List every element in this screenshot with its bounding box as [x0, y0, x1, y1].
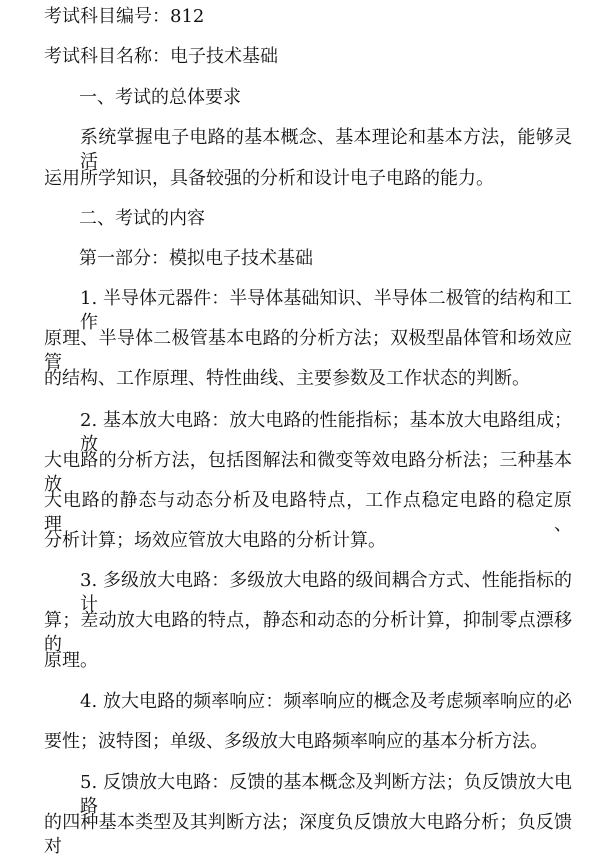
section-heading-exam-content: 二、考试的内容	[79, 208, 205, 229]
paragraph-line: 原理、半导体二极管基本电路的分析方法；双极型晶体管和场效应管	[44, 328, 572, 373]
paragraph-line: 大电路的分析方法，包括图解法和微变等效电路分析法；三种基本放	[44, 450, 572, 495]
paragraph-line: 分析计算；场效应管放大电路的分析计算。	[44, 530, 386, 551]
paragraph-line: 的结构、工作原理、特性曲线、主要参数及工作状态的判断。	[44, 368, 530, 389]
paragraph-line: 3. 多级放大电路：多级放大电路的级间耦合方式、性能指标的计	[80, 570, 572, 615]
paragraph-line: 要性；波特图；单级、多级放大电路频率响应的基本分析方法。	[44, 731, 548, 752]
paragraph-line: 运用所学知识，具备较强的分析和设计电子电路的能力。	[44, 168, 494, 189]
paragraph-line: 5. 反馈放大电路：反馈的基本概念及判断方法；负反馈放大电路	[80, 772, 572, 817]
paragraph-line: 原理。	[44, 650, 98, 671]
paragraph-line: 大电路的静态与动态分析及电路特点，工作点稳定电路的稳定原理、	[44, 490, 572, 535]
paragraph-line: 2. 基本放大电路：放大电路的性能指标；基本放大电路组成；放	[80, 410, 572, 455]
paragraph-line: 的四种基本类型及其判断方法；深度负反馈放大电路分析；负反馈对	[44, 812, 572, 857]
exam-subject-name: 考试科目名称：电子技术基础	[44, 46, 278, 67]
section-heading-general-requirements: 一、考试的总体要求	[79, 87, 241, 108]
part-heading-analog: 第一部分：模拟电子技术基础	[79, 248, 313, 269]
paragraph-line: 算；差动放大电路的特点，静态和动态的分析计算，抑制零点漂移的	[44, 610, 572, 655]
paragraph-line: 系统掌握电子电路的基本概念、基本理论和基本方法，能够灵活	[80, 127, 572, 172]
exam-subject-code: 考试科目编号：812	[44, 6, 205, 27]
paragraph-line: 1. 半导体元器件：半导体基础知识、半导体二极管的结构和工作	[80, 288, 572, 333]
paragraph-line: 4. 放大电路的频率响应：频率响应的概念及考虑频率响应的必	[80, 691, 572, 712]
